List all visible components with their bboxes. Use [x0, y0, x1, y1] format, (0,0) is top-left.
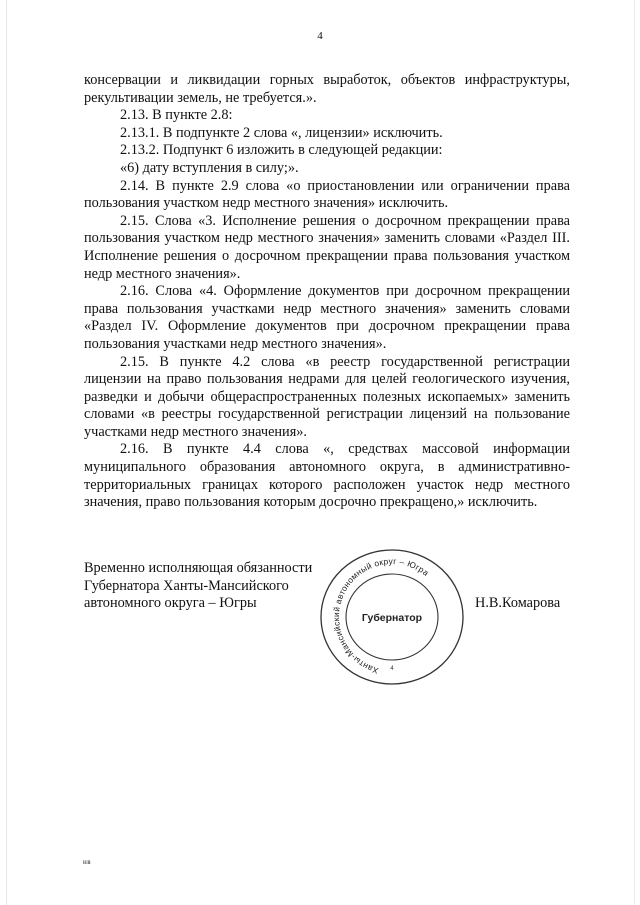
- paragraph-2-16-second: 2.16. В пункте 4.4 слова «, средствах массовой информации муниципального образования автономного округа, в административно-территориальных границах которого расположен участок недр местного значения, право пользования которым досрочно прекращено,» исключить.: [84, 441, 570, 511]
- scan-edge-left: [6, 0, 7, 905]
- paragraph-quote-6: «6) дату вступления в силу;».: [120, 159, 299, 176]
- document-body: [84, 72, 570, 512]
- signer-position-line: Временно исполняющая обязанности: [84, 560, 313, 576]
- page-number: 4: [317, 30, 323, 42]
- paragraph-2-13-2: 2.13.2. Подпункт 6 изложить в следующей редакции:: [120, 142, 443, 159]
- paragraph-2-14: 2.14. В пункте 2.9 слова «о приостановлении или ограничении права пользования участком недр местного значения» исключить.: [84, 177, 570, 212]
- paragraph-continuation: консервации и ликвидации горных выработок, объектов инфраструктуры, рекультивации земель, не требуется.».: [84, 72, 570, 106]
- seal-ring-text: Ханты-Мансийский автономный округ – Югра: [330, 555, 432, 677]
- paragraph-2-16: 2.16. Слова «4. Оформление документов при досрочном прекращении права пользования участками недр местного значения» заменить словами «Раздел IV. Оформление документов при досрочном прекращении права пользования участками недр местного значения».: [84, 283, 570, 352]
- paragraph-2-13-1: 2.13.1. В подпункте 2 слова «, лицензии» исключить.: [120, 124, 443, 141]
- official-seal: [318, 547, 466, 687]
- signer-position-line: Губернатора Ханты-Мансийского: [84, 577, 289, 594]
- seal-center-text: Губернатор: [361, 612, 423, 624]
- signer-name: Н.В.Комарова: [475, 595, 561, 611]
- signer-position-line: автономного округа – Югры: [84, 595, 257, 612]
- seal-bottom-mark: 4: [390, 666, 394, 672]
- footer-mark: нв: [83, 858, 92, 866]
- scan-edge-right: [634, 0, 635, 905]
- paragraph-2-13: 2.13. В пункте 2.8:: [120, 107, 233, 124]
- paragraph-2-15-second: 2.15. В пункте 4.2 слова «в реестр государственной регистрации лицензии на право пользования недрами для целей геологического изучения, разведки и добычи общераспространенных полезных ископаемых» заменить словами «в реестры государственной регистрации лицензий на пользование участками недр местного значения».: [84, 353, 570, 440]
- signer-position: [84, 560, 314, 613]
- paragraph-2-15: 2.15. Слова «3. Исполнение решения о досрочном прекращении права пользования участком недр местного значения» заменить словами «Раздел III. Исполнение решения о досрочном прекращении права пользования участком недр местного значения».: [84, 212, 570, 282]
